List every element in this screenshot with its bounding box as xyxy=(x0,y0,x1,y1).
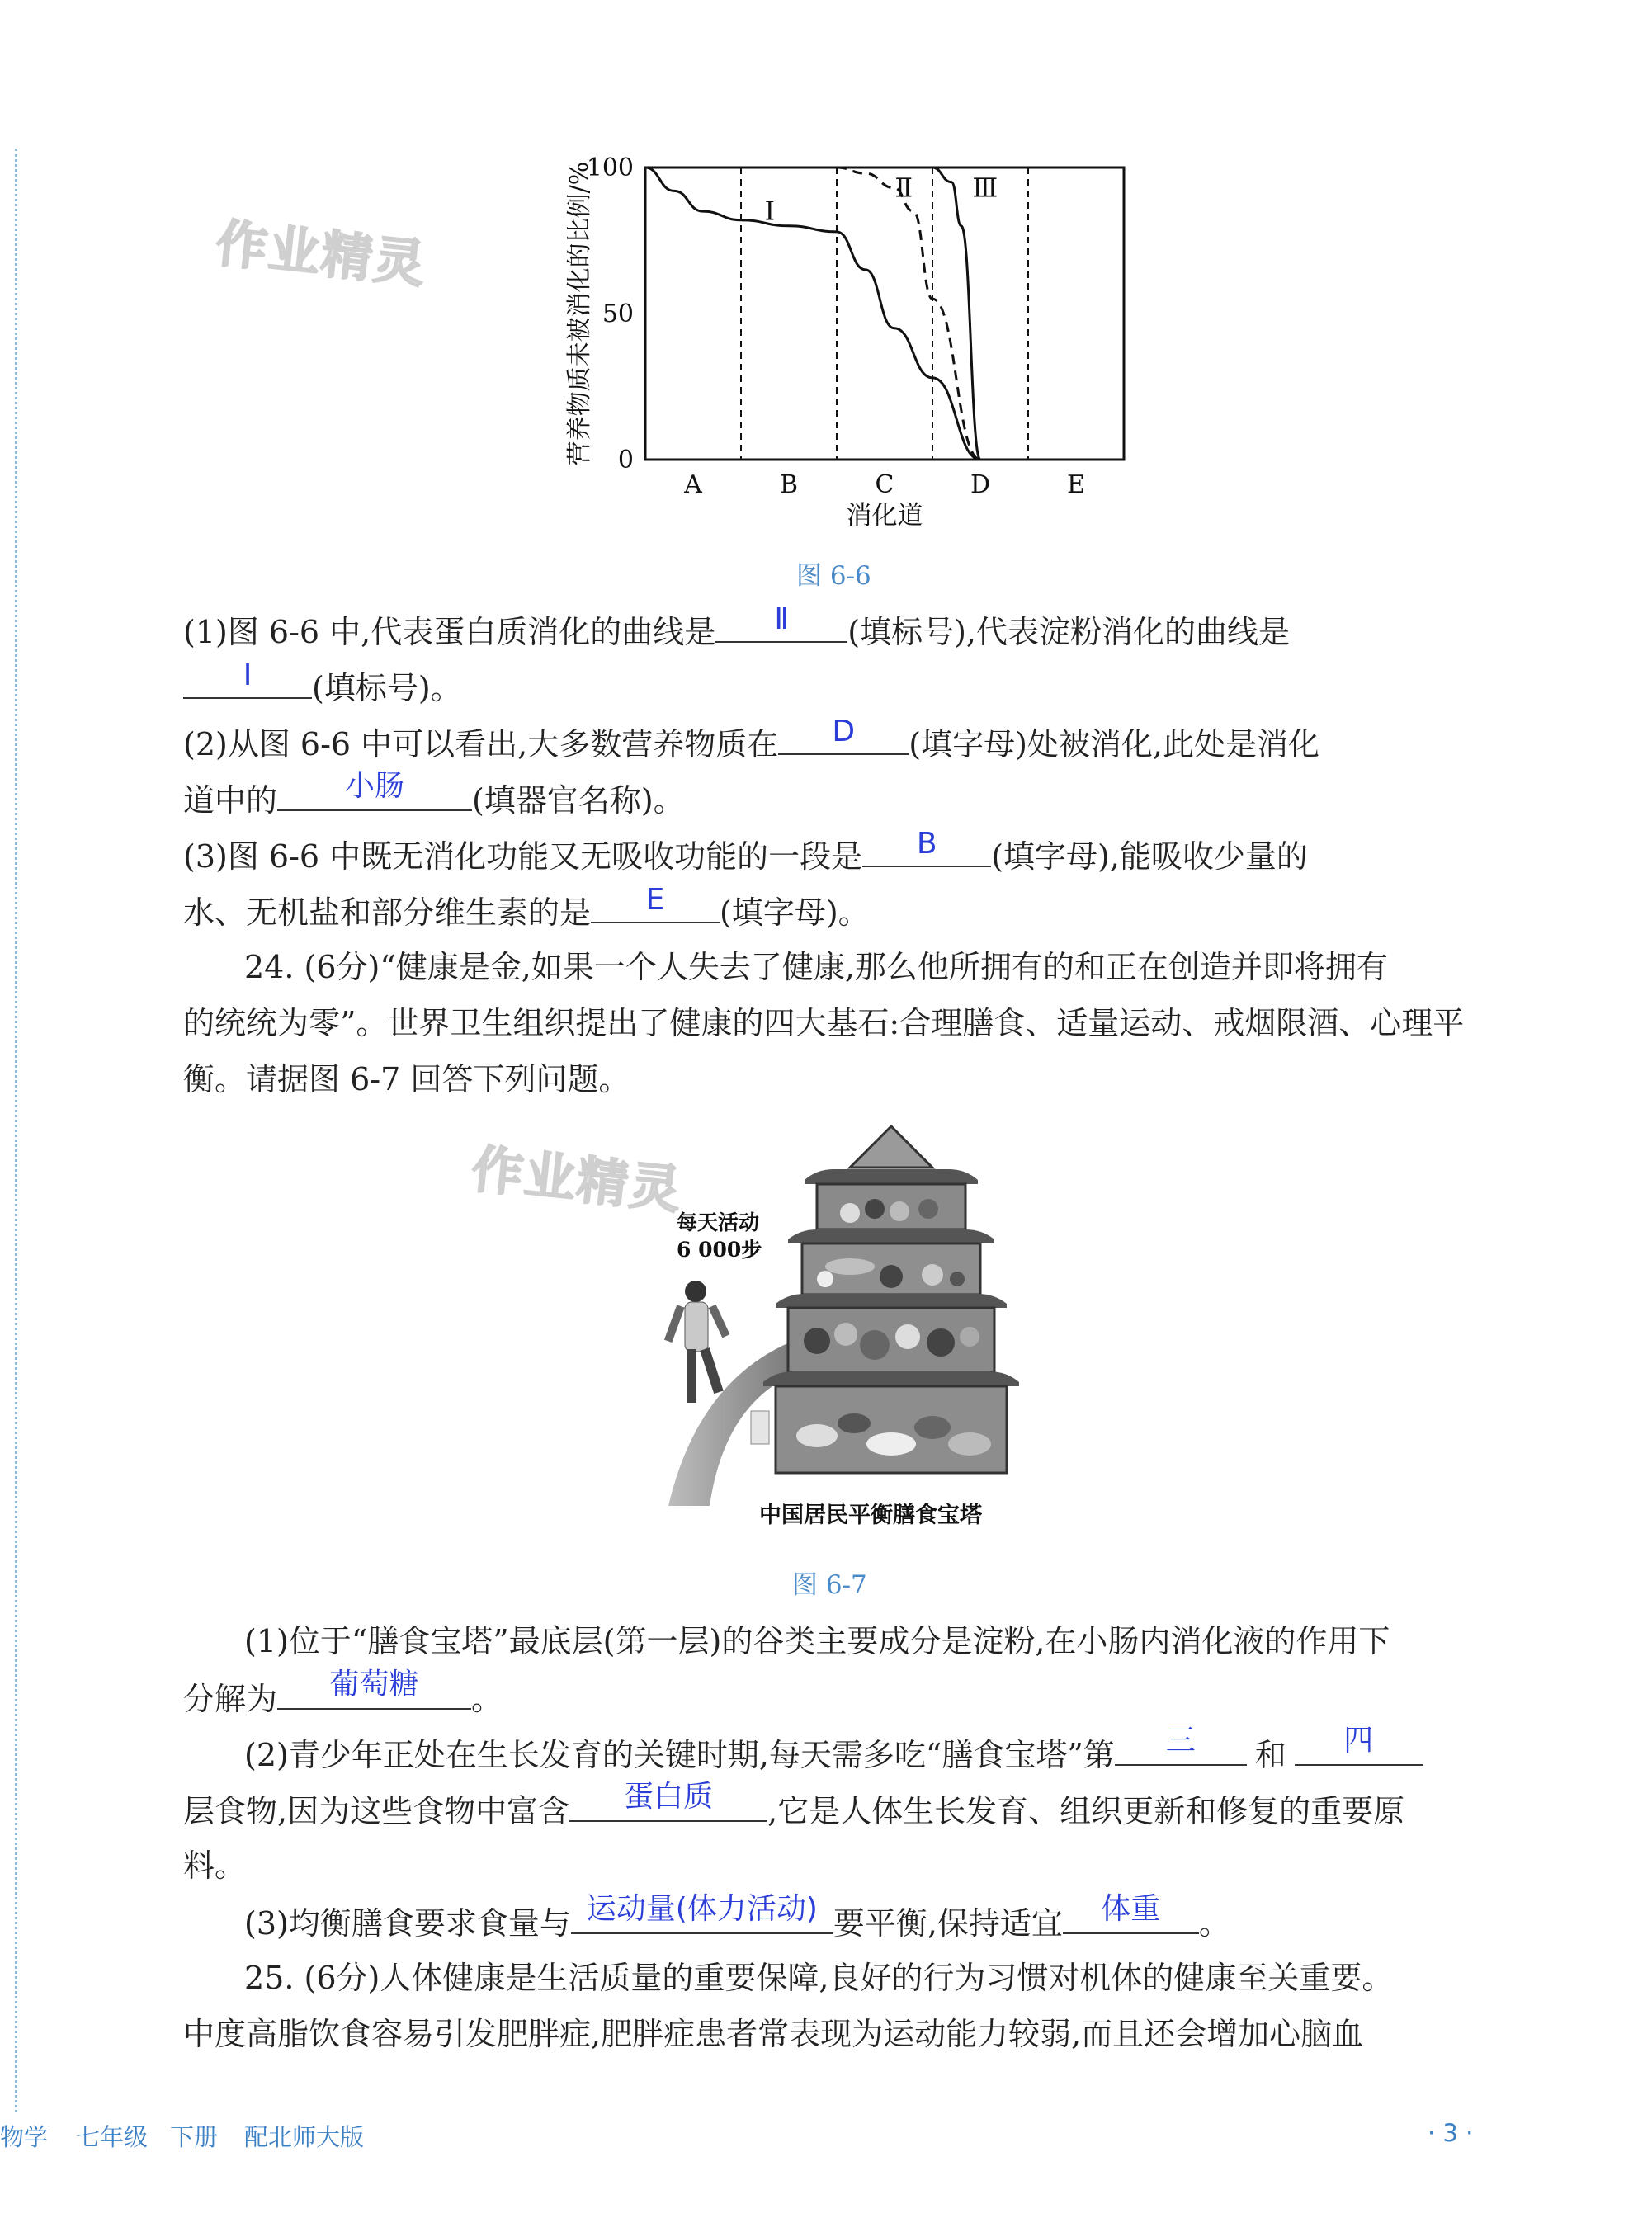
handwritten-answer: 体重 xyxy=(1101,1892,1161,1926)
q24-text: 层食物,因为这些食物中富含 xyxy=(183,1793,570,1829)
pagoda-top xyxy=(850,1126,932,1168)
answer-blank xyxy=(569,1780,767,1822)
q23-part3-line1 xyxy=(183,829,1308,876)
x-tick-label: A xyxy=(684,470,702,499)
handwritten-answer: 小肠 xyxy=(345,769,405,803)
answer-blank xyxy=(862,829,991,867)
series-label: Ⅲ xyxy=(972,172,998,204)
x-tick-label: E xyxy=(1067,470,1085,499)
q23-text: 道中的 xyxy=(183,782,278,819)
y-tick-label: 50 xyxy=(602,300,634,328)
handwritten-answer: Ⅰ xyxy=(243,658,253,692)
digestion-line-chart xyxy=(528,140,1155,536)
food-pagoda-illustration xyxy=(652,1118,1048,1547)
q24-part1-line1: (1)位于“膳食宝塔”最底层(第一层)的谷类主要成分是淀粉,在小肠内消化液的作用下 xyxy=(244,1623,1390,1659)
page-number: · 3 · xyxy=(1428,2119,1474,2147)
runner-figure xyxy=(664,1281,730,1403)
handwritten-answer: 四 xyxy=(1343,1724,1374,1758)
q23-text: (2)从图 6-6 中可以看出,大多数营养物质在 xyxy=(183,726,779,762)
answer-blank xyxy=(571,1892,833,1934)
handwritten-answer: 蛋白质 xyxy=(624,1780,714,1814)
pagoda-tier-5 xyxy=(805,1169,978,1229)
handwritten-answer: 运动量(体力活动) xyxy=(586,1892,818,1926)
q24-text: 分解为 xyxy=(183,1681,278,1717)
watermark: 作业精灵 xyxy=(469,1138,686,1221)
answer-blank xyxy=(778,717,909,755)
pagoda-tier-3 xyxy=(776,1294,1007,1372)
series-line-2 xyxy=(837,168,980,460)
series-line-3 xyxy=(645,168,980,460)
q23-text: (填字母),能吸收少量的 xyxy=(991,838,1308,875)
y-axis-title: 营养物质未被消化的比例/% xyxy=(565,161,594,466)
answer-blank xyxy=(1115,1724,1247,1766)
activity-steps: 6 000步 xyxy=(677,1238,762,1262)
y-tick-label: 0 xyxy=(617,446,634,474)
q24-part2-line1 xyxy=(244,1724,1423,1775)
answer-blank xyxy=(1295,1724,1423,1766)
handwritten-answer: 葡萄糖 xyxy=(329,1668,419,1701)
answer-blank xyxy=(277,769,472,811)
q24-text: 。 xyxy=(1198,1905,1230,1942)
x-tick-label: B xyxy=(779,470,799,499)
q24-part2-line3: 料。 xyxy=(183,1847,247,1884)
handwritten-answer: D xyxy=(832,715,856,748)
q23-part1-line1 xyxy=(183,602,1290,652)
q25-stem-line1: 25. (6分)人体健康是生活质量的重要保障,良好的行为习惯对机体的健康至关重要。 xyxy=(244,1960,1394,1996)
watermark: 作业精灵 xyxy=(213,212,430,295)
q24-text: (2)青少年正处在生长发育的关键时期,每天需多吃“膳食宝塔”第 xyxy=(244,1737,1115,1773)
figure-caption-6-6: 图 6-6 xyxy=(796,561,871,591)
answer-blank xyxy=(277,1668,471,1710)
q23-text: (3)图 6-6 中既无消化功能又无吸收功能的一段是 xyxy=(183,838,863,875)
q24-stem-line3: 衡。请据图 6-7 回答下列问题。 xyxy=(183,1061,630,1097)
q23-text: (填字母)。 xyxy=(720,894,870,931)
figure-caption-6-7: 图 6-7 xyxy=(792,1570,867,1600)
series-label: Ⅱ xyxy=(894,172,913,204)
answer-blank xyxy=(591,885,720,923)
q24-text: (3)均衡膳食要求食量与 xyxy=(244,1905,571,1942)
footer-edition: 配北师大版 xyxy=(244,2123,365,2151)
footer-grade: 七年级 xyxy=(76,2123,149,2151)
q24-text: ,它是人体生长发育、组织更新和修复的重要原 xyxy=(767,1793,1405,1829)
footer-volume: 下册 xyxy=(170,2123,219,2151)
q23-part1-line2 xyxy=(183,658,462,708)
q24-part2-line2 xyxy=(183,1780,1405,1831)
q24-text: 。 xyxy=(471,1681,503,1717)
q24-stem-line2: 的统统为零”。世界卫生组织提出了健康的四大基石:合理膳食、适量运动、戒烟限酒、心理平 xyxy=(183,1005,1465,1041)
handwritten-answer: E xyxy=(645,883,665,917)
q23-text: (填字母)处被消化,此处是消化 xyxy=(909,726,1319,762)
pagoda-title: 中国居民平衡膳食宝塔 xyxy=(759,1503,982,1528)
q23-text: (填器官名称)。 xyxy=(472,782,685,819)
q23-text: 水、无机盐和部分维生素的是 xyxy=(183,894,592,931)
q24-text: 要平衡,保持适宜 xyxy=(833,1905,1063,1942)
y-tick-label: 100 xyxy=(586,153,634,182)
answer-blank xyxy=(1063,1892,1199,1934)
q25-stem-line2: 中度高脂饮食容易引发肥胖症,肥胖症患者常表现为运动能力较弱,而且还会增加心脑血 xyxy=(183,2016,1364,2052)
x-tick-label: C xyxy=(875,470,894,499)
series-line-1 xyxy=(645,168,980,460)
q23-text: (1)图 6-6 中,代表蛋白质消化的曲线是 xyxy=(183,614,716,650)
answer-blank xyxy=(715,602,847,643)
q23-part3-line2 xyxy=(183,885,870,932)
answer-blank xyxy=(183,658,312,699)
q24-text: 和 xyxy=(1254,1737,1286,1773)
q23-part2-line2 xyxy=(183,769,685,820)
q24-part1-line2 xyxy=(183,1668,503,1719)
pagoda-tier-1-2 xyxy=(751,1371,1019,1473)
q24-part3-line1 xyxy=(244,1892,1230,1943)
pagoda-tier-4 xyxy=(788,1229,994,1295)
q23-text: (填标号),代表淀粉消化的曲线是 xyxy=(847,614,1290,650)
q23-part2-line1 xyxy=(183,717,1319,764)
activity-label: 每天活动 xyxy=(677,1210,760,1234)
x-axis-title: 消化道 xyxy=(846,501,923,531)
q24-stem-line1: 24. (6分)“健康是金,如果一个人失去了健康,那么他所拥有的和正在创造并即将拥有 xyxy=(244,949,1388,985)
x-tick-label: D xyxy=(970,470,991,499)
page-edge-dotted-line xyxy=(15,149,17,2112)
handwritten-answer: Ⅱ xyxy=(774,602,790,636)
footer-subject: 物学 xyxy=(0,2123,49,2151)
handwritten-answer: B xyxy=(916,827,937,861)
handwritten-answer: 三 xyxy=(1165,1724,1196,1758)
q23-text: (填标号)。 xyxy=(312,670,462,706)
glass-of-milk xyxy=(751,1411,769,1444)
series-label: Ⅰ xyxy=(764,195,776,227)
